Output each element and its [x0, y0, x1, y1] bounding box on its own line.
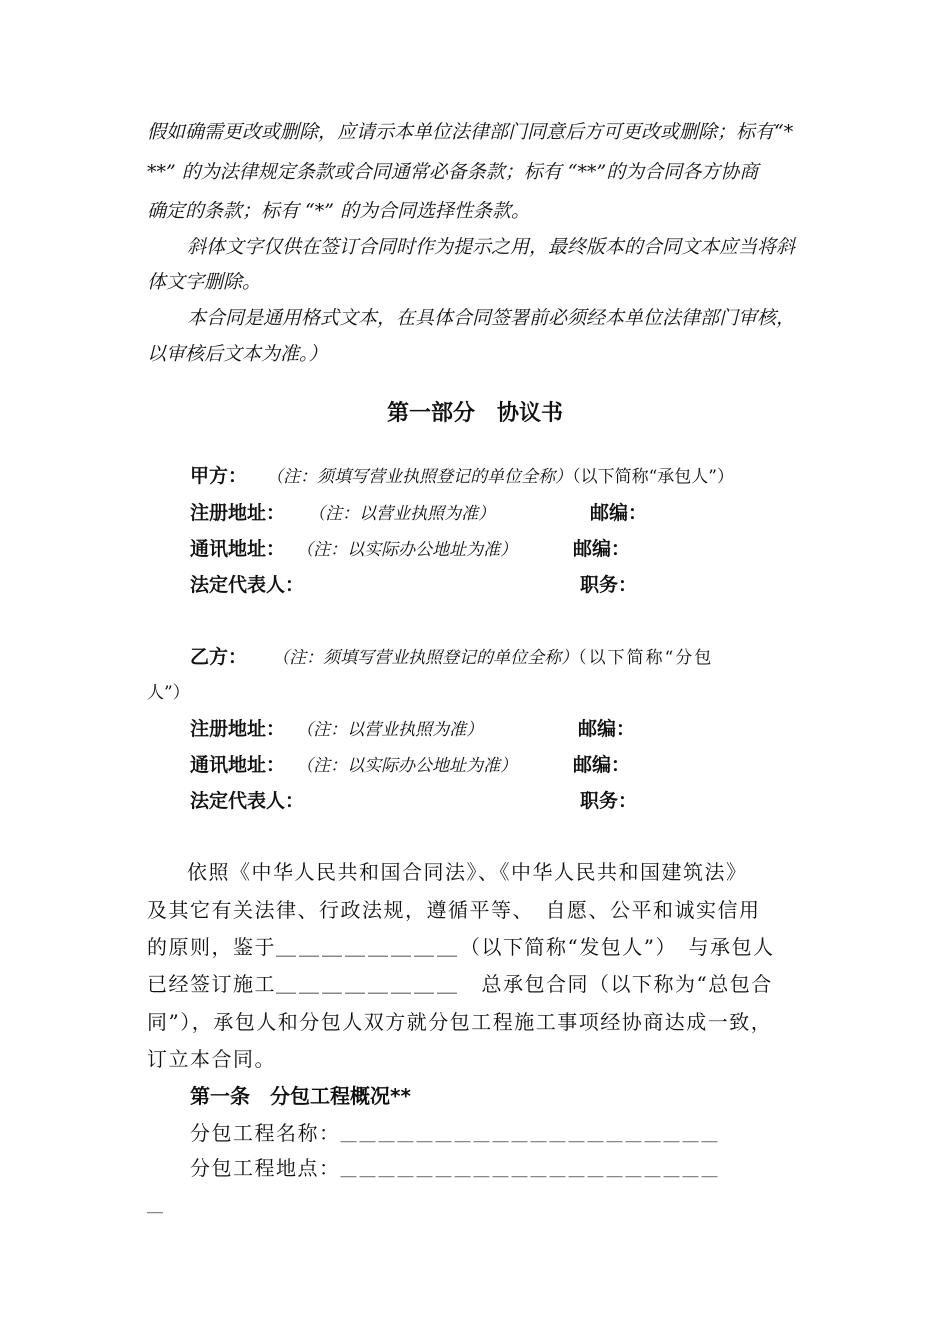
- blank-field: ＿＿＿＿＿＿＿＿: [276, 972, 460, 996]
- preamble-line: [147, 935, 774, 959]
- intro-line: 体文字删除。: [147, 271, 262, 293]
- contact-address-note: （注：以实际办公地址为准）: [296, 540, 518, 560]
- party-a-suffix: （以下简称“承包人”）: [572, 467, 734, 487]
- intro-line: 本合同是通用格式文本，在具体合同签署前必须经本单位法律部门审核，: [187, 307, 796, 329]
- blank-field: ＿＿＿＿＿＿＿＿＿＿＿＿＿＿＿＿＿＿＿＿: [340, 1160, 721, 1179]
- intro-line: 假如确需更改或删除，应请示本单位法律部门同意后方可更改或删除；标有“*: [147, 121, 794, 143]
- postcode-label: 邮编：: [578, 718, 636, 740]
- part-title: 第一部分 协议书: [386, 401, 563, 426]
- intro-line: 确定的条款；标有 “*” 的为合同选择性条款。: [147, 200, 531, 222]
- legal-rep-label: 法定代表人：: [190, 790, 305, 812]
- preamble-text: 总承包合同（以下称为“总包合: [460, 972, 773, 996]
- postcode-label: 邮编：: [573, 754, 631, 776]
- article-title: 第一条 分包工程概况**: [190, 1084, 411, 1108]
- contact-address-label: 通讯地址：: [190, 754, 286, 776]
- party-b-line: [190, 645, 713, 670]
- party-b-note: （注：须填写营业执照登记的单位全称）: [272, 648, 579, 668]
- party-a-line: [190, 464, 734, 489]
- party-b-reg-address: [190, 717, 483, 742]
- blank-field: ＿＿＿＿＿＿＿＿: [276, 935, 460, 959]
- party-a-note: （注：须填写营业执照登记的单位全称）: [266, 467, 573, 487]
- preamble-text: 的原则，鉴于: [147, 935, 276, 959]
- reg-address-label: 注册地址：: [190, 502, 286, 524]
- preamble-line: 同”），承包人和分包人双方就分包工程施工事项经协商达成一致，: [147, 1010, 773, 1034]
- position-label: 职务：: [580, 574, 638, 596]
- contact-address-note: （注：以实际办公地址为准）: [296, 756, 518, 776]
- project-name-line: [190, 1121, 721, 1147]
- party-a-label: 甲方：: [190, 465, 248, 487]
- party-b-suffix-cont: 人”）: [147, 683, 190, 703]
- preamble-line: 及其它有关法律、行政法规，遵循平等、 自愿、公平和诚实信用: [147, 898, 761, 922]
- intro-line: 以审核后文本为准。）: [147, 343, 328, 365]
- postcode-label: 邮编：: [573, 538, 631, 560]
- project-location-line: [190, 1156, 721, 1182]
- party-b-label: 乙方：: [190, 646, 248, 668]
- party-b-contact-address: [190, 753, 517, 778]
- reg-address-note: （注：以营业执照为准）: [308, 504, 496, 524]
- party-a-reg-address: [190, 501, 495, 526]
- postcode-label: 邮编：: [590, 502, 648, 524]
- preamble-line: [147, 972, 773, 996]
- blank-field: ＿＿＿＿＿＿＿＿＿＿＿＿＿＿＿＿＿＿＿＿: [340, 1125, 721, 1144]
- contact-address-label: 通讯地址：: [190, 538, 286, 560]
- project-location-label: 分包工程地点：: [190, 1156, 341, 1180]
- position-label: 职务：: [580, 790, 638, 812]
- intro-line: 斜体文字仅供在签订合同时作为提示之用，最终版本的合同文本应当将斜: [187, 236, 796, 258]
- legal-rep-label: 法定代表人：: [190, 574, 305, 596]
- intro-line: **” 的为法律规定条款或合同通常必备条款；标有 “**”的为合同各方协商: [147, 161, 759, 183]
- reg-address-note: （注：以营业执照为准）: [296, 720, 484, 740]
- reg-address-label: 注册地址：: [190, 718, 286, 740]
- blank-field: ＿: [147, 1196, 164, 1215]
- party-a-contact-address: [190, 537, 517, 562]
- preamble-text: 已经签订施工: [147, 972, 276, 996]
- preamble-text: （以下简称“发包人”） 与承包人: [460, 935, 775, 959]
- preamble-line: 订立本合同。: [147, 1047, 276, 1071]
- preamble-line: 依照《中华人民共和国合同法》、《中华人民共和国建筑法》: [187, 860, 748, 884]
- party-b-suffix: （以下简称“分包: [578, 648, 714, 668]
- project-name-label: 分包工程名称：: [190, 1121, 341, 1145]
